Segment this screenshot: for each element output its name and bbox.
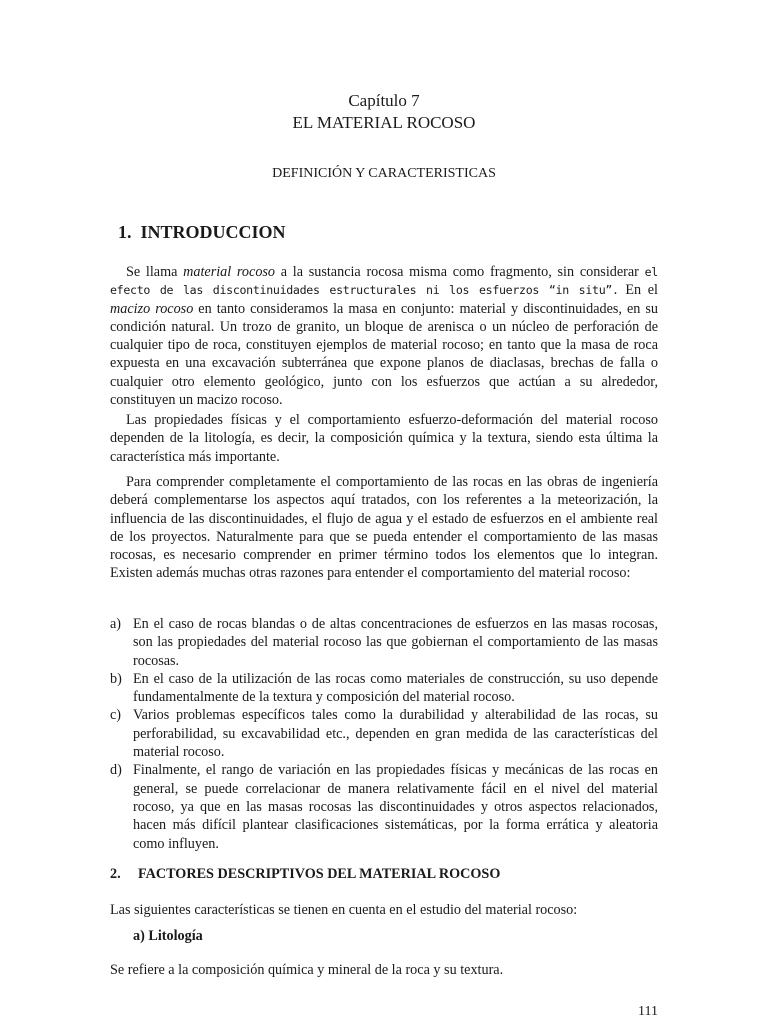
chapter-title: EL MATERIAL ROCOSO (292, 113, 476, 132)
subsection-a-heading: a) Litología (133, 928, 203, 944)
section-2-title: FACTORES DESCRIPTIVOS DEL MATERIAL ROCOSO (138, 866, 501, 882)
list-item-text: En el caso de rocas blandas o de altas concentraciones de esfuerzos en las masas rocosas, son las propiedades del material rocoso las que gobiernan el comportamiento de las masas rocosas. (133, 616, 658, 669)
list-marker: b) (110, 670, 122, 687)
subsection-a-text: Se refiere a la composición química y mineral de la roca y su textura. (110, 962, 504, 978)
chapter-header (0, 90, 768, 134)
list-item (110, 706, 658, 761)
p1-text-c: En el (618, 282, 658, 299)
list-marker: d) (110, 762, 122, 779)
list-item (110, 761, 658, 852)
section-1-number: 1. (118, 222, 132, 242)
list-item-text: Finalmente, el rango de variación en las propiedades físicas y mecánicas de las rocas en general, se puede correlacionar de manera relativamente fácil en el nivel del material rocoso, ya que en las masas rocosas las discontinuidades y otros aspectos relacionados, hacen más difícil plantear clasificaciones sistemáticas, por la forma errática y aleatoria como influyen. (133, 762, 658, 852)
p1-text-b: a la sustancia rocosa misma como fragmento, sin considerar (275, 264, 639, 280)
paragraph-2: Las propiedades físicas y el comportamiento esfuerzo-deformación del material rocoso dependen de la litología, es decir, la composición química y la textura, siendo esta última la característica más importante. (110, 412, 658, 465)
list-item-text: En el caso de la utilización de las rocas como materiales de construcción, su uso depende fundamentalmente de la textura y composición del material rocoso. (133, 670, 658, 706)
section-2-heading (110, 866, 500, 883)
chapter-subtitle: DEFINICIÓN Y CARACTERISTICAS (272, 166, 496, 181)
p1-text-a: Se llama (126, 264, 184, 280)
page-number: 111 (638, 1004, 658, 1019)
list-marker: c) (110, 707, 122, 724)
section-2-number: 2. (110, 866, 121, 882)
p1-term-material-rocoso: material rocoso (183, 264, 276, 280)
p1-term-macizo-rocoso: macizo rocoso (110, 300, 194, 317)
paragraph-1 (110, 263, 658, 409)
section-1-heading (118, 222, 286, 243)
list-item-text: Varios problemas específicos tales como la durabilidad y alterabilidad de las rocas, su perforabilidad, su excavabilidad etc., dependen en gran medida de las características del material rocoso. (133, 707, 658, 761)
list-item (110, 615, 658, 670)
section-1-title: INTRODUCCION (140, 222, 286, 242)
chapter-label: Capítulo 7 (348, 91, 420, 110)
section-2-intro: Las siguientes características se tienen en cuenta en el estudio del material rocoso: (110, 902, 578, 918)
p1-text-d: en tanto consideramos la masa en conjunto: material y discontinuidades, en su condición natural. Un trozo de granito, un bloque de arenisca o un núcleo de perforación de cualquier tipo de roca, constituyen ejemplos de material rocoso; en tanto que la masa de roca expuesta en una excavación subterránea que expone planos de diaclasas, brechas de falla o cualquier otro elemento geológico, junto con los esfuerzos que actúan a su alrededor, constituyen un macizo rocoso. (110, 300, 658, 409)
paragraph-3: Para comprender completamente el comportamiento de las rocas en las obras de ingeniería deberá complementarse los aspectos aquí tratados, con los referentes a la meteorización, la influencia de las discontinuidades, el flujo de agua y el estado de esfuerzos en el ambiente real de los proyectos. Naturalmente para que se pueda entender el comportamiento de las masas rocosas, es necesario comprender en primer término todos los elementos que lo integran. Existen además muchas otras razones para entender el comportamiento del material rocoso: (110, 474, 658, 582)
list-marker: a) (110, 616, 122, 632)
p1-text-typewriter: el efecto de las discontinuidades estructurales ni los esfuerzos “in situ”. (110, 265, 658, 298)
reasons-list (110, 615, 658, 853)
list-item (110, 670, 658, 707)
